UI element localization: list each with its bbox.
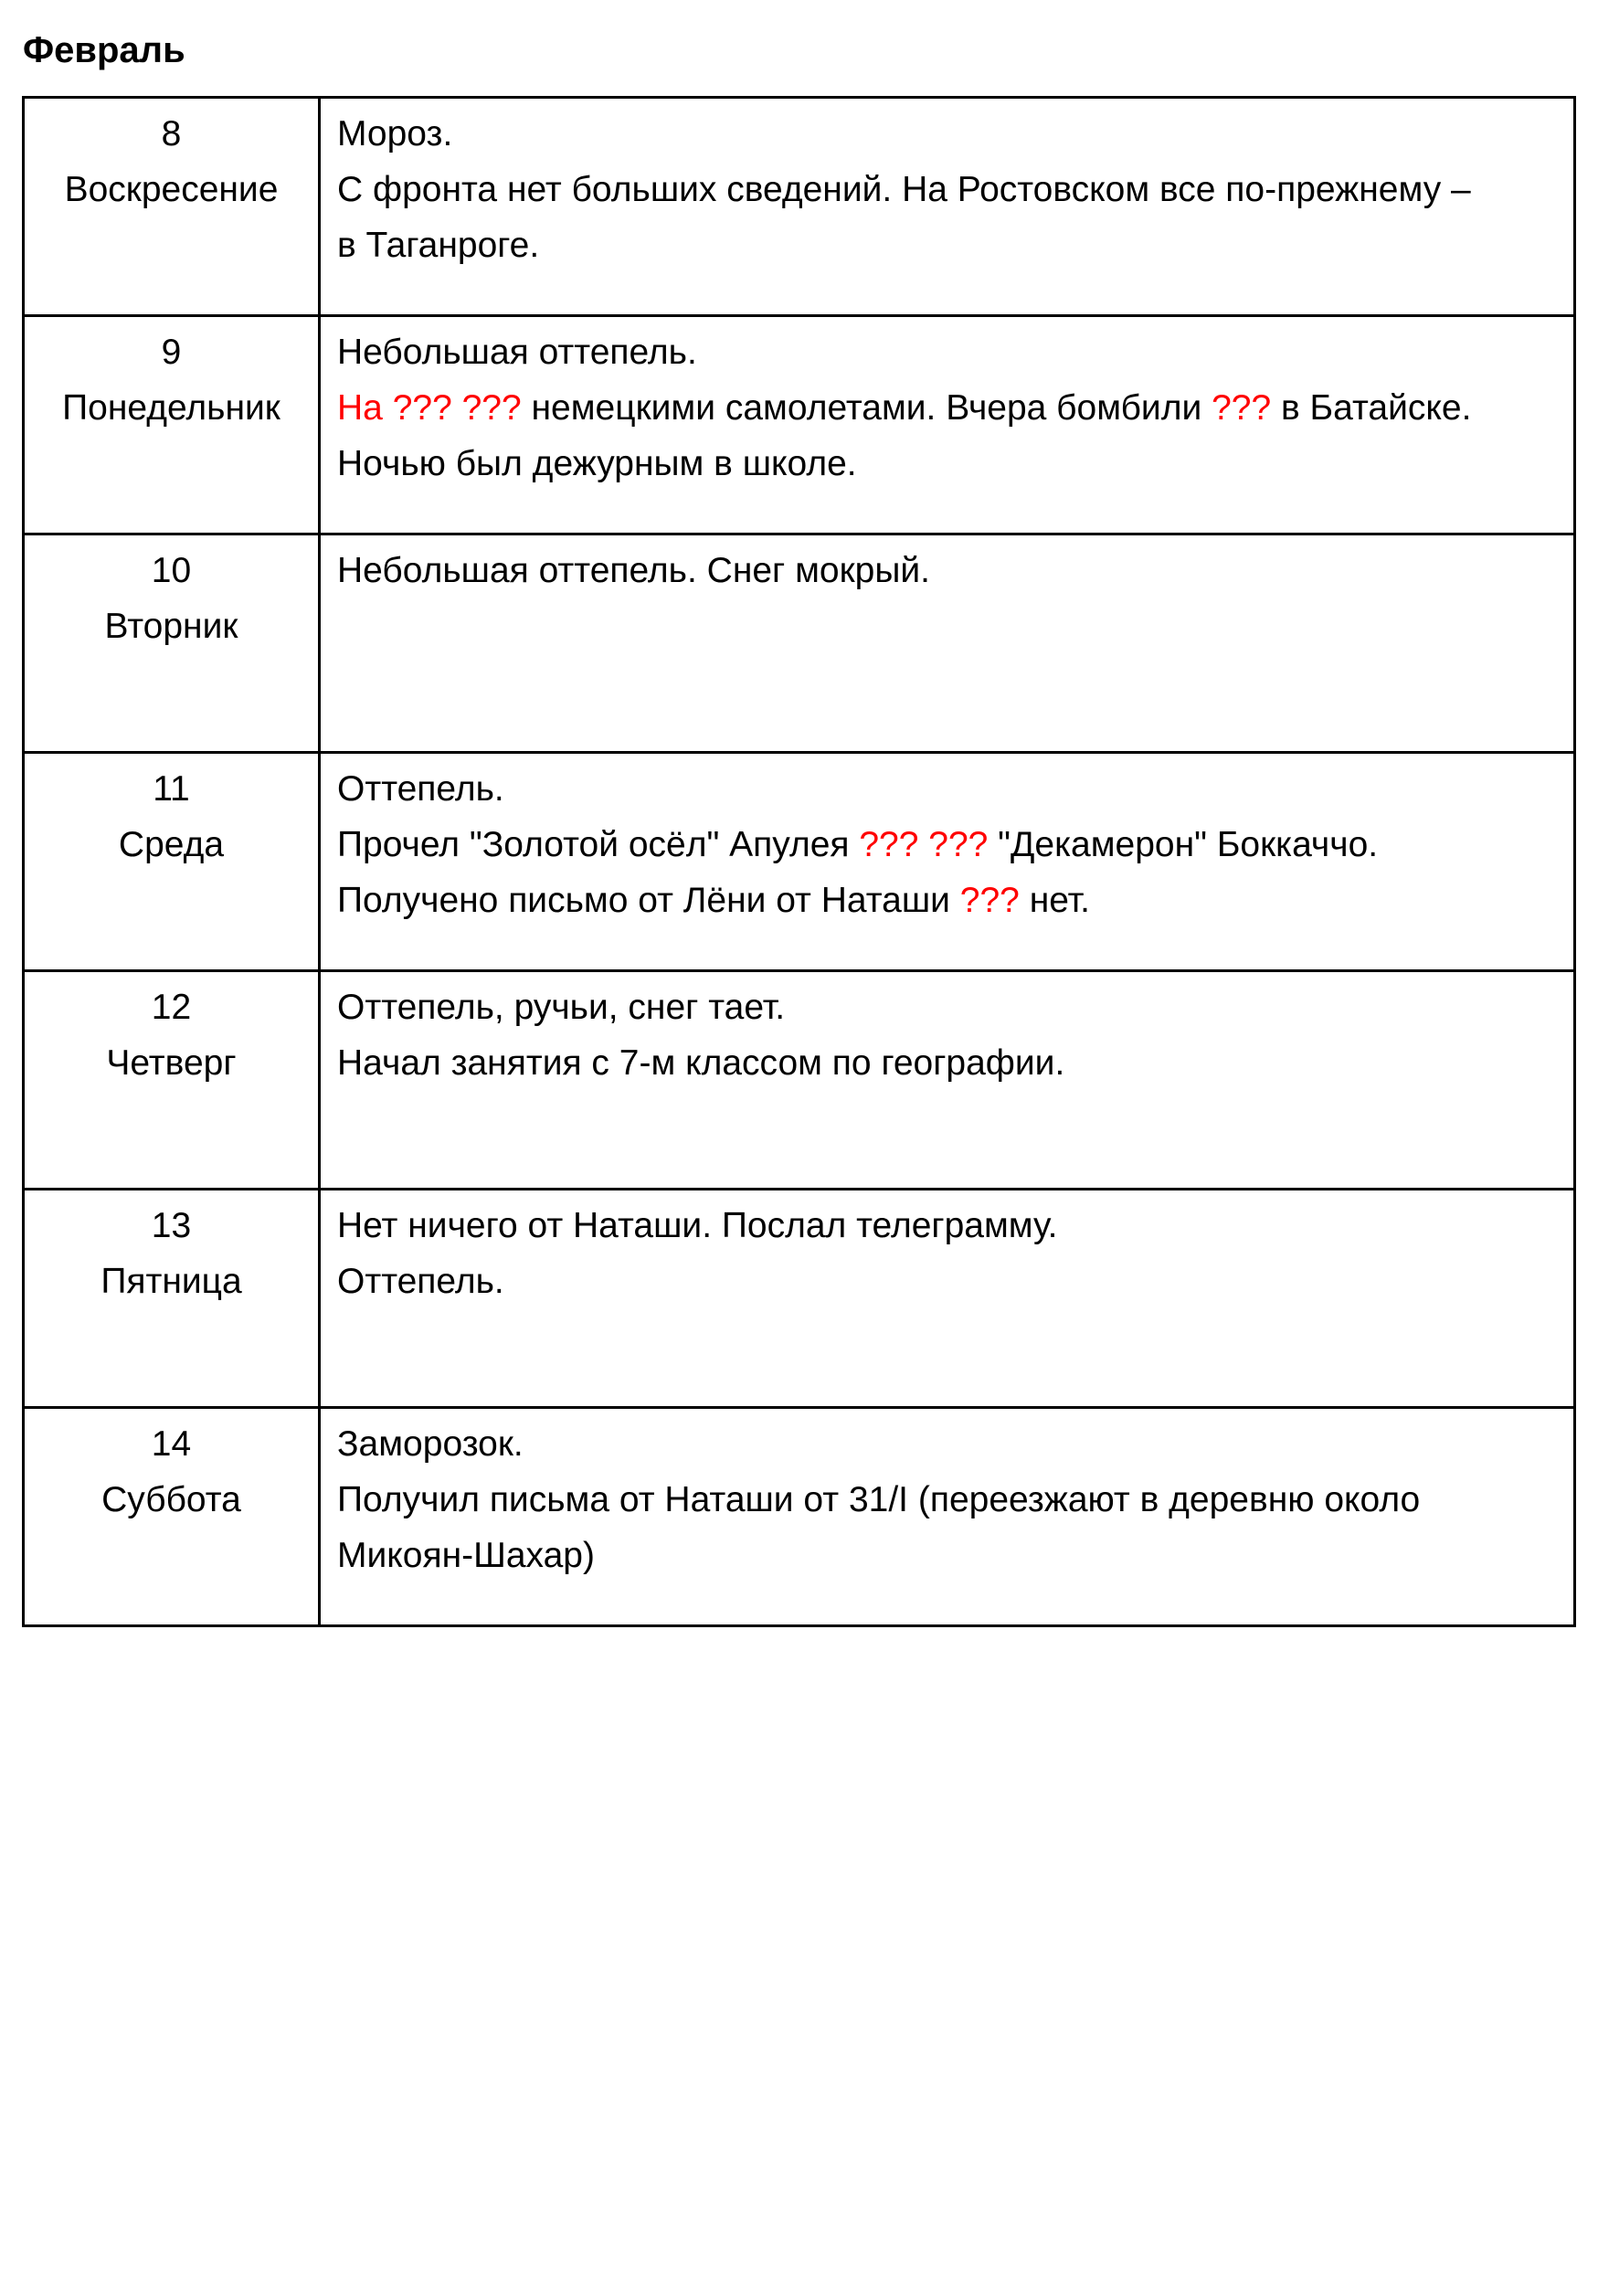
unreadable-text-segment: ??? ???: [859, 825, 989, 864]
entry-text-segment: Получено письмо от Лёни от Наташи: [337, 881, 960, 920]
day-name: Суббота: [101, 1480, 241, 1519]
entry-line: [337, 543, 1557, 598]
entry-line: [337, 162, 1557, 217]
entry-text-segment: в Таганроге.: [337, 226, 540, 265]
entry-line: [337, 1035, 1557, 1091]
date-number: 14: [151, 1424, 192, 1464]
entry-text-segment: Ночью был дежурным в школе.: [337, 444, 857, 483]
entry-line: [337, 873, 1557, 928]
entry-text-segment: Оттепель, ручьи, снег тает.: [337, 988, 786, 1027]
date-cell: [24, 534, 320, 753]
entry-cell: [320, 98, 1575, 316]
date-cell: [24, 1408, 320, 1626]
entry-cell: [320, 1190, 1575, 1408]
entry-text-segment: в Батайске.: [1271, 388, 1472, 428]
date-cell: [24, 98, 320, 316]
entry-cell: [320, 1408, 1575, 1626]
entry-text-segment: Начал занятия с 7-м классом по географии.: [337, 1043, 1065, 1083]
date-number: 10: [151, 551, 192, 590]
entry-line: [337, 1416, 1557, 1472]
entry-cell: [320, 316, 1575, 534]
unreadable-text-segment: ???: [1212, 388, 1272, 428]
entry-line: [337, 761, 1557, 817]
date-cell: [24, 1190, 320, 1408]
table-row: [24, 1408, 1575, 1626]
date-cell: [24, 971, 320, 1190]
entry-text-segment: "Декамерон" Боккаччо.: [988, 825, 1379, 864]
diary-table: [22, 96, 1576, 1627]
entry-text-segment: Небольшая оттепель.: [337, 333, 697, 372]
entry-text-segment: Микоян-Шахар): [337, 1536, 595, 1575]
entry-line: [337, 979, 1557, 1035]
entry-text-segment: Небольшая оттепель. Снег мокрый.: [337, 551, 931, 590]
day-name: Вторник: [104, 607, 238, 646]
date-number: 13: [151, 1206, 192, 1245]
entry-line: [337, 380, 1557, 436]
entry-text-segment: С фронта нет больших сведений. На Ростовском все по-прежнему –: [337, 170, 1471, 209]
table-row: [24, 316, 1575, 534]
date-cell: [24, 316, 320, 534]
day-name: Четверг: [106, 1043, 237, 1083]
entry-text-segment: немецкими самолетами. Вчера бомбили: [521, 388, 1212, 428]
table-row: [24, 1190, 1575, 1408]
table-row: [24, 534, 1575, 753]
date-number: 8: [161, 114, 182, 153]
entry-line: [337, 436, 1557, 492]
entry-text-segment: Прочел "Золотой осёл" Апулея: [337, 825, 860, 864]
entry-text-segment: Оттепель.: [337, 1262, 504, 1301]
page-title: Февраль: [23, 30, 185, 70]
entry-line: [337, 1198, 1557, 1254]
date-cell: [24, 753, 320, 971]
table-row: [24, 753, 1575, 971]
day-name: Воскресение: [64, 170, 279, 209]
table-row: [24, 98, 1575, 316]
entry-text-segment: Получил письма от Наташи от 31/I (переезжают в деревню около: [337, 1480, 1421, 1519]
entry-cell: [320, 971, 1575, 1190]
date-number: 9: [161, 333, 182, 372]
entry-line: [337, 217, 1557, 273]
date-number: 12: [151, 988, 192, 1027]
table-row: [24, 971, 1575, 1190]
diary-table-body: [24, 98, 1575, 1626]
day-name: Пятница: [101, 1262, 242, 1301]
entry-line: [337, 1254, 1557, 1309]
unreadable-text-segment: ???: [959, 881, 1020, 920]
document-page: [0, 29, 1598, 1627]
entry-text-segment: Нет ничего от Наташи. Послал телеграмму.: [337, 1206, 1058, 1245]
entry-line: [337, 1472, 1557, 1528]
entry-cell: [320, 534, 1575, 753]
day-name: Среда: [118, 825, 225, 864]
entry-text-segment: Заморозок.: [337, 1424, 524, 1464]
entry-text-segment: Мороз.: [337, 114, 453, 153]
entry-text-segment: Оттепель.: [337, 769, 504, 809]
unreadable-text-segment: На ??? ???: [337, 388, 522, 428]
day-name: Понедельник: [62, 388, 280, 428]
entry-cell: [320, 753, 1575, 971]
entry-line: [337, 324, 1557, 380]
entry-line: [337, 106, 1557, 162]
entry-text-segment: нет.: [1019, 881, 1091, 920]
date-number: 11: [153, 769, 190, 809]
entry-line: [337, 817, 1557, 873]
entry-line: [337, 1528, 1557, 1583]
